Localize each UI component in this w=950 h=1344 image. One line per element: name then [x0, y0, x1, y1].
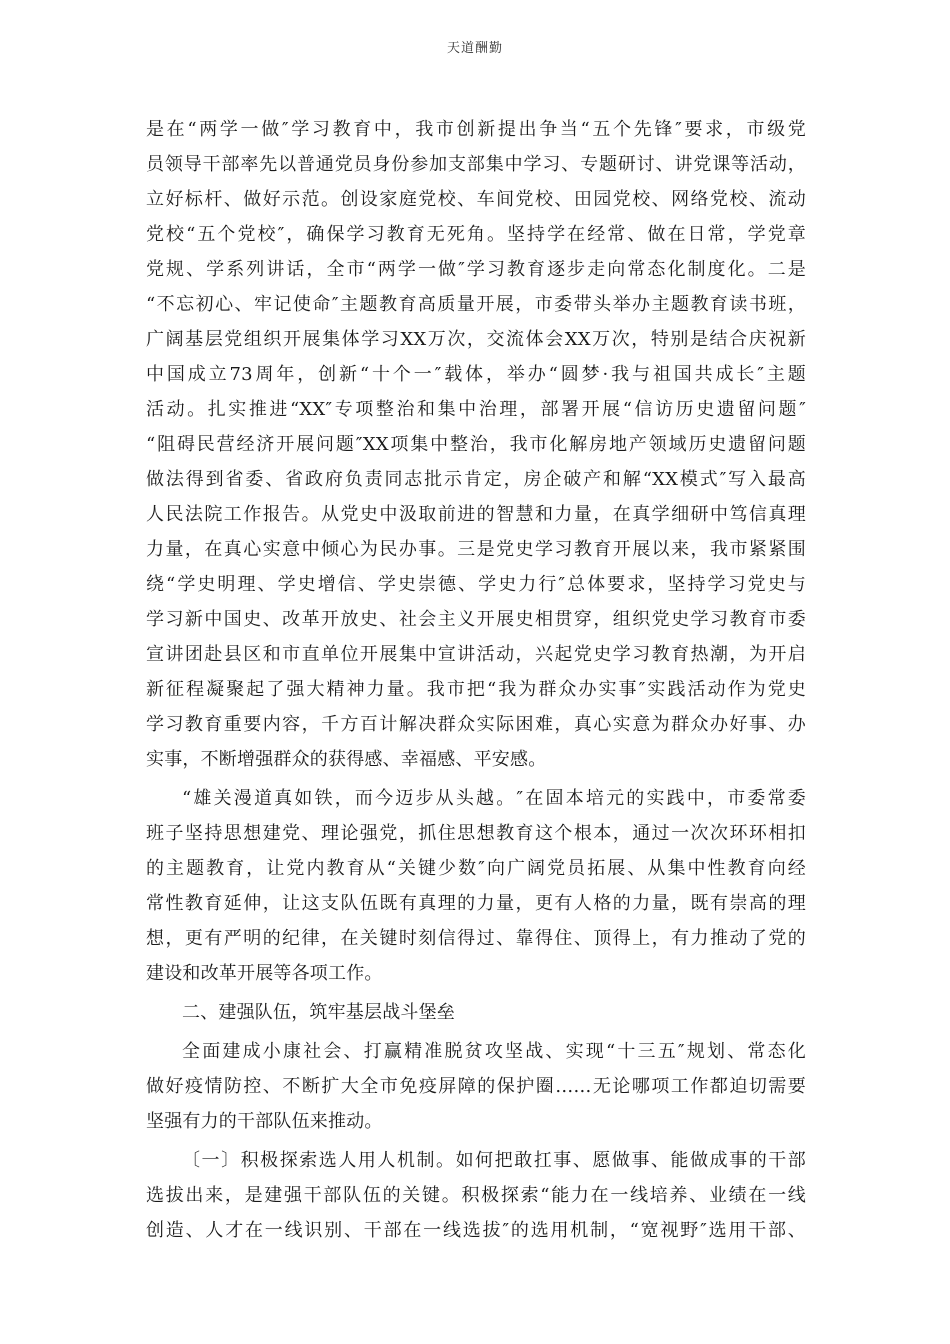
- text-line: 建设和改革开展等各项工作。: [146, 963, 383, 984]
- document-body: [146, 112, 806, 1248]
- text-line: 党校“五个党校″，确保学习教育无死角。坚持学在经常、做在日常，学党章: [146, 224, 806, 245]
- paragraph-5: [146, 1143, 806, 1248]
- section-heading: [146, 995, 806, 1030]
- text-line: 〔一〕积极探索选人用人机制。如何把敢扛事、愿做事、能做成事的干部: [182, 1150, 806, 1171]
- text-line: 绕“学史明理、学史增信、学史崇德、学史力行″总体要求，坚持学习党史与: [146, 574, 806, 595]
- text-line: “阻碍民营经济开展问题″XX项集中整治，我市化解房地产领域历史遗留问题: [146, 434, 806, 455]
- text-line: “雄关漫道真如铁，而今迈步从头越。″在固本培元的实践中，市委常委: [182, 788, 806, 809]
- text-line: 活动。扎实推进“XX″专项整治和集中治理，部署开展“信访历史遗留问题″: [146, 399, 806, 420]
- text-line: 选拔出来，是建强干部队伍的关键。积极探索“能力在一线培养、业绩在一线: [146, 1185, 806, 1206]
- text-line: 力量，在真心实意中倾心为民办事。三是党史学习教育开展以来，我市紧紧围: [146, 539, 806, 560]
- text-line: 党规、学系列讲话，全市“两学一做″学习教育逐步走向常态化制度化。二是: [146, 259, 806, 280]
- text-line: 的主题教育，让党内教育从“关键少数″向广阔党员拓展、从集中性教育向经: [146, 858, 806, 879]
- text-line: 想，更有严明的纪律，在关键时刻信得过、靠得住、顶得上，有力推动了党的: [146, 928, 806, 949]
- heading-text: 二、建强队伍，筑牢基层战斗堡垒: [182, 1002, 455, 1023]
- text-line: 新征程凝聚起了强大精神力量。我市把“我为群众办实事″实践活动作为党史: [146, 679, 806, 700]
- text-line: 员领导干部率先以普通党员身份参加支部集中学习、专题研讨、讲党课等活动，: [146, 154, 806, 175]
- text-line: 做好疫情防控、不断扩大全市免疫屏障的保护圈……无论哪项工作都迫切需要: [146, 1076, 806, 1097]
- text-line: 是在“两学一做″学习教育中，我市创新提出争当“五个先锋″要求，市级党: [146, 119, 806, 140]
- paragraph-4: [146, 1034, 806, 1139]
- text-line: 人民法院工作报告。从党史中汲取前进的智慧和力量，在真学细研中笃信真理: [146, 504, 806, 525]
- text-line: 实事，不断增强群众的获得感、幸福感、平安感。: [146, 749, 547, 770]
- paragraph-1: [146, 112, 806, 777]
- text-line: 宣讲团赴县区和市直单位开展集中宣讲活动，兴起党史学习教育热潮，为开启: [146, 644, 806, 665]
- text-line: 中国成立73周年，创新“十个一″载体，举办“圆梦·我与祖国共成长″主题: [146, 364, 806, 385]
- text-line: 广阔基层党组织开展集体学习XX万次，交流体会XX万次，特别是结合庆祝新: [146, 329, 806, 350]
- text-line: 创造、人才在一线识别、干部在一线选拔″的选用机制，“宽视野″选用干部、: [146, 1220, 806, 1241]
- paragraph-2: [146, 781, 806, 991]
- text-line: 立好标杆、做好示范。创设家庭党校、车间党校、田园党校、网络党校、流动: [146, 189, 806, 210]
- text-line: 常性教育延伸，让这支队伍既有真理的力量，更有人格的力量，既有崇高的理: [146, 893, 806, 914]
- text-line: 坚强有力的干部队伍来推动。: [146, 1111, 383, 1132]
- text-line: 学习教育重要内容，千方百计解决群众实际困难，真心实意为群众办好事、办: [146, 714, 806, 735]
- page-header: 天道酬勤: [446, 41, 503, 56]
- text-line: 全面建成小康社会、打赢精准脱贫攻坚战、实现“十三五″规划、常态化: [182, 1041, 806, 1062]
- text-line: 做法得到省委、省政府负责同志批示肯定，房企破产和解“XX模式″写入最高: [146, 469, 806, 490]
- text-line: “不忘初心、牢记使命″主题教育高质量开展，市委带头举办主题教育读书班，: [146, 294, 806, 315]
- text-line: 学习新中国史、改革开放史、社会主义开展史相贯穿，组织党史学习教育市委: [146, 609, 806, 630]
- text-line: 班子坚持思想建党、理论强党，抓住思想教育这个根本，通过一次次环环相扣: [146, 823, 806, 844]
